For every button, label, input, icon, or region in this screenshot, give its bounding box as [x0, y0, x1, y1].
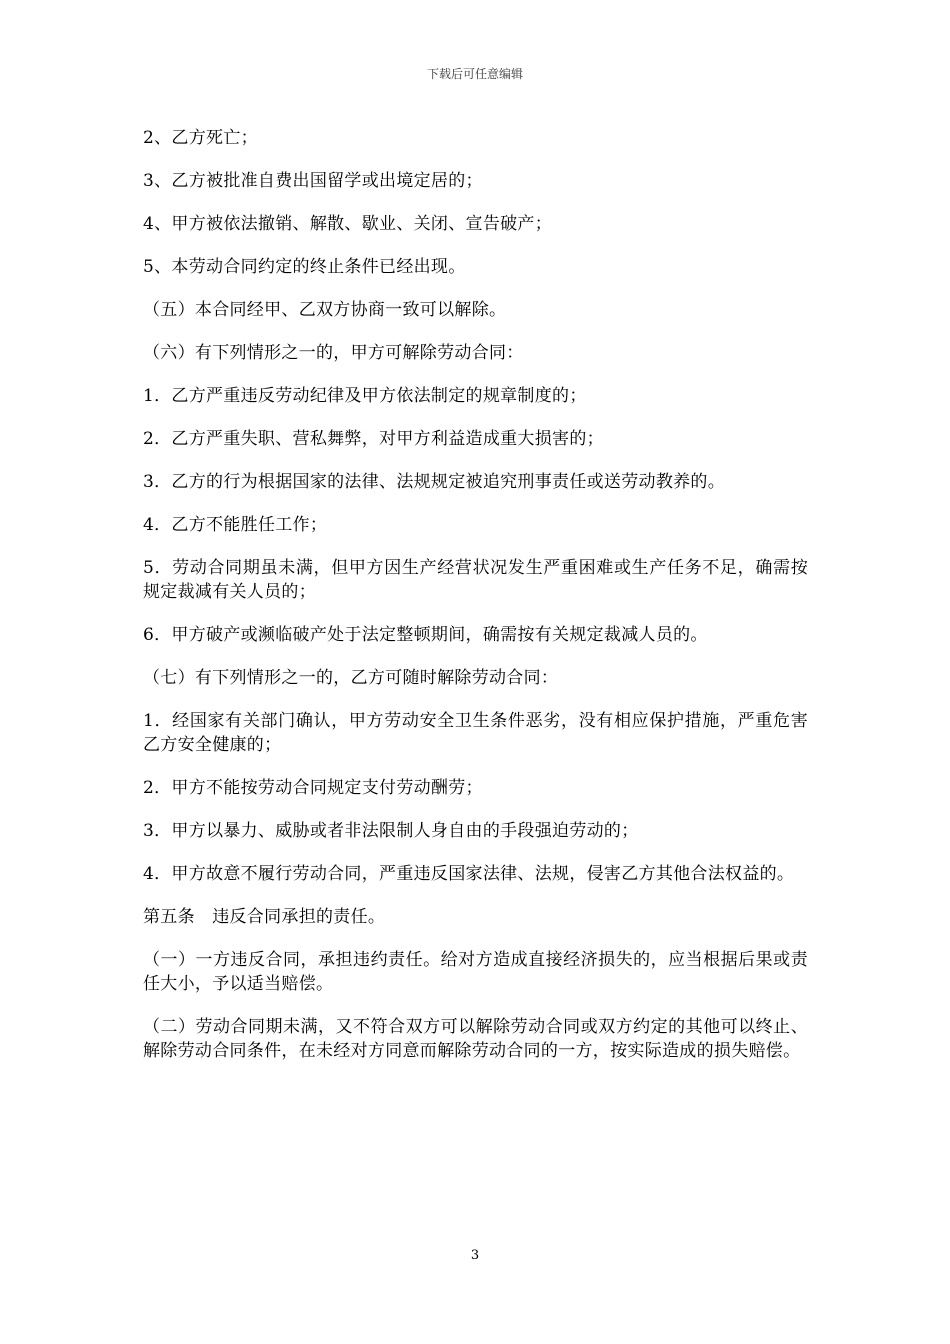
paragraph: 2．乙方严重失职、营私舞弊，对甲方利益造成重大损害的；: [143, 429, 604, 449]
paragraph: （二）劳动合同期未满，又不符合双方可以解除劳动合同或双方约定的其他可以终止、解除劳动合同条件，在未经对方同意而解除劳动合同的一方，按实际造成的损失赔偿。: [143, 1017, 808, 1061]
paragraph: 3、乙方被批准自费出国留学或出境定居的；: [143, 171, 483, 191]
paragraph: 5、本劳动合同约定的终止条件已经出现。: [143, 257, 466, 277]
paragraph: 4．乙方不能胜任工作；: [143, 515, 328, 535]
paragraph: 5．劳动合同期虽未满，但甲方因生产经营状况发生严重困难或生产任务不足，确需按规定裁减有关人员的；: [143, 558, 808, 602]
paragraph: 6．甲方破产或濒临破产处于法定整顿期间，确需按有关规定裁减人员的。: [143, 625, 708, 645]
paragraph: （七）有下列情形之一的，乙方可随时解除劳动合同：: [143, 668, 559, 688]
page-header: 下载后可任意编辑: [426, 67, 523, 81]
paragraph: （六）有下列情形之一的，甲方可解除劳动合同：: [143, 343, 524, 363]
paragraph: 4．甲方故意不履行劳动合同，严重违反国家法律、法规，侵害乙方其他合法权益的。: [143, 864, 795, 884]
paragraph: 2．甲方不能按劳动合同规定支付劳动酬劳；: [143, 778, 483, 798]
section-heading: 第五条 违反合同承担的责任。: [143, 907, 386, 927]
document-body: [143, 126, 808, 1082]
paragraph: 3．甲方以暴力、威胁或者非法限制人身自由的手段强迫劳动的；: [143, 821, 639, 841]
paragraph: 1．经国家有关部门确认，甲方劳动安全卫生条件恶劣，没有相应保护措施，严重危害乙方安全健康的；: [143, 711, 808, 755]
paragraph: 1．乙方严重违反劳动纪律及甲方依法制定的规章制度的；: [143, 386, 587, 406]
paragraph: 2、乙方死亡；: [143, 128, 258, 148]
paragraph: （五）本合同经甲、乙双方协商一致可以解除。: [143, 300, 507, 320]
paragraph: （一）一方违反合同，承担违约责任。给对方造成直接经济损失的，应当根据后果或责任大小，予以适当赔偿。: [143, 950, 808, 994]
paragraph: 3．乙方的行为根据国家的法律、法规规定被追究刑事责任或送劳动教养的。: [143, 472, 726, 492]
paragraph: 4、甲方被依法撤销、解散、歇业、关闭、宣告破产；: [143, 214, 553, 234]
page-number: 3: [470, 1248, 480, 1263]
